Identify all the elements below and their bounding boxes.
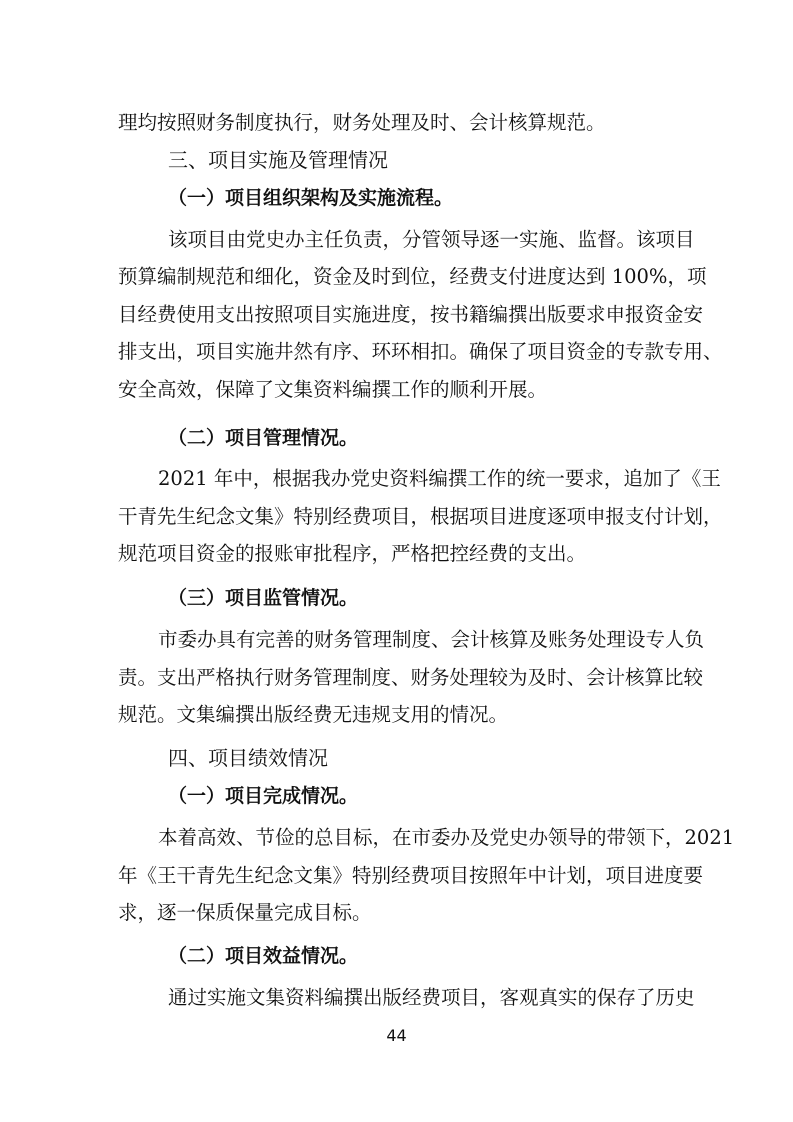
page-number: 44 (386, 1026, 407, 1045)
paragraph-line: 干青先生纪念文集》特别经费项目，根据项目进度逐项申报支付计划， (118, 505, 723, 528)
subsection-heading: （三）项目监管情况。 (168, 587, 359, 609)
paragraph-line: 本着高效、节俭的总目标，在市委办及党史办领导的带领下，2021 (158, 826, 735, 849)
subsection-heading: （一）项目完成情况。 (168, 785, 359, 807)
paragraph-line: 市委办具有完善的财务管理制度、会计核算及账务处理设专人负 (158, 628, 705, 651)
section-heading: 三、项目实施及管理情况 (168, 148, 388, 172)
paragraph-line: 责。支出严格执行财务管理制度、财务处理较为及时、会计核算比较 (118, 666, 704, 689)
subsection-heading: （二）项目效益情况。 (168, 945, 359, 967)
paragraph-line: 规范项目资金的报账审批程序，严格把控经费的支出。 (118, 542, 587, 565)
paragraph-line: 排支出，项目实施井然有序、环环相扣。确保了项目资金的专款专用、 (118, 340, 723, 363)
paragraph-line: 理均按照财务制度执行，财务处理及时、会计核算规范。 (118, 111, 606, 134)
paragraph-line: 预算编制规范和细化，资金及时到位，经费支付进度达到 100%，项 (118, 265, 707, 288)
subsection-heading: （二）项目管理情况。 (168, 427, 359, 449)
paragraph-line: 目经费使用支出按照项目实施进度，按书籍编撰出版要求申报资金安 (118, 303, 704, 326)
section-heading: 四、项目绩效情况 (168, 746, 328, 770)
paragraph-line: 年《王干青先生纪念文集》特别经费项目按照年中计划，项目进度要 (118, 864, 704, 887)
paragraph-line: 该项目由党史办主任负责，分管领导逐一实施、监督。该项目 (168, 228, 695, 251)
paragraph-line: 安全高效，保障了文集资料编撰工作的顺利开展。 (118, 378, 548, 401)
subsection-heading: （一）项目组织架构及实施流程。 (168, 187, 454, 209)
paragraph-line: 求，逐一保质保量完成目标。 (118, 901, 372, 924)
paragraph-line: 规范。文集编撰出版经费无违规支用的情况。 (118, 703, 509, 726)
paragraph-line: 通过实施文集资料编撰出版经费项目，客观真实的保存了历史 (168, 986, 695, 1009)
paragraph-line: 2021 年中，根据我办党史资料编撰工作的统一要求，追加了《王 (158, 467, 721, 490)
